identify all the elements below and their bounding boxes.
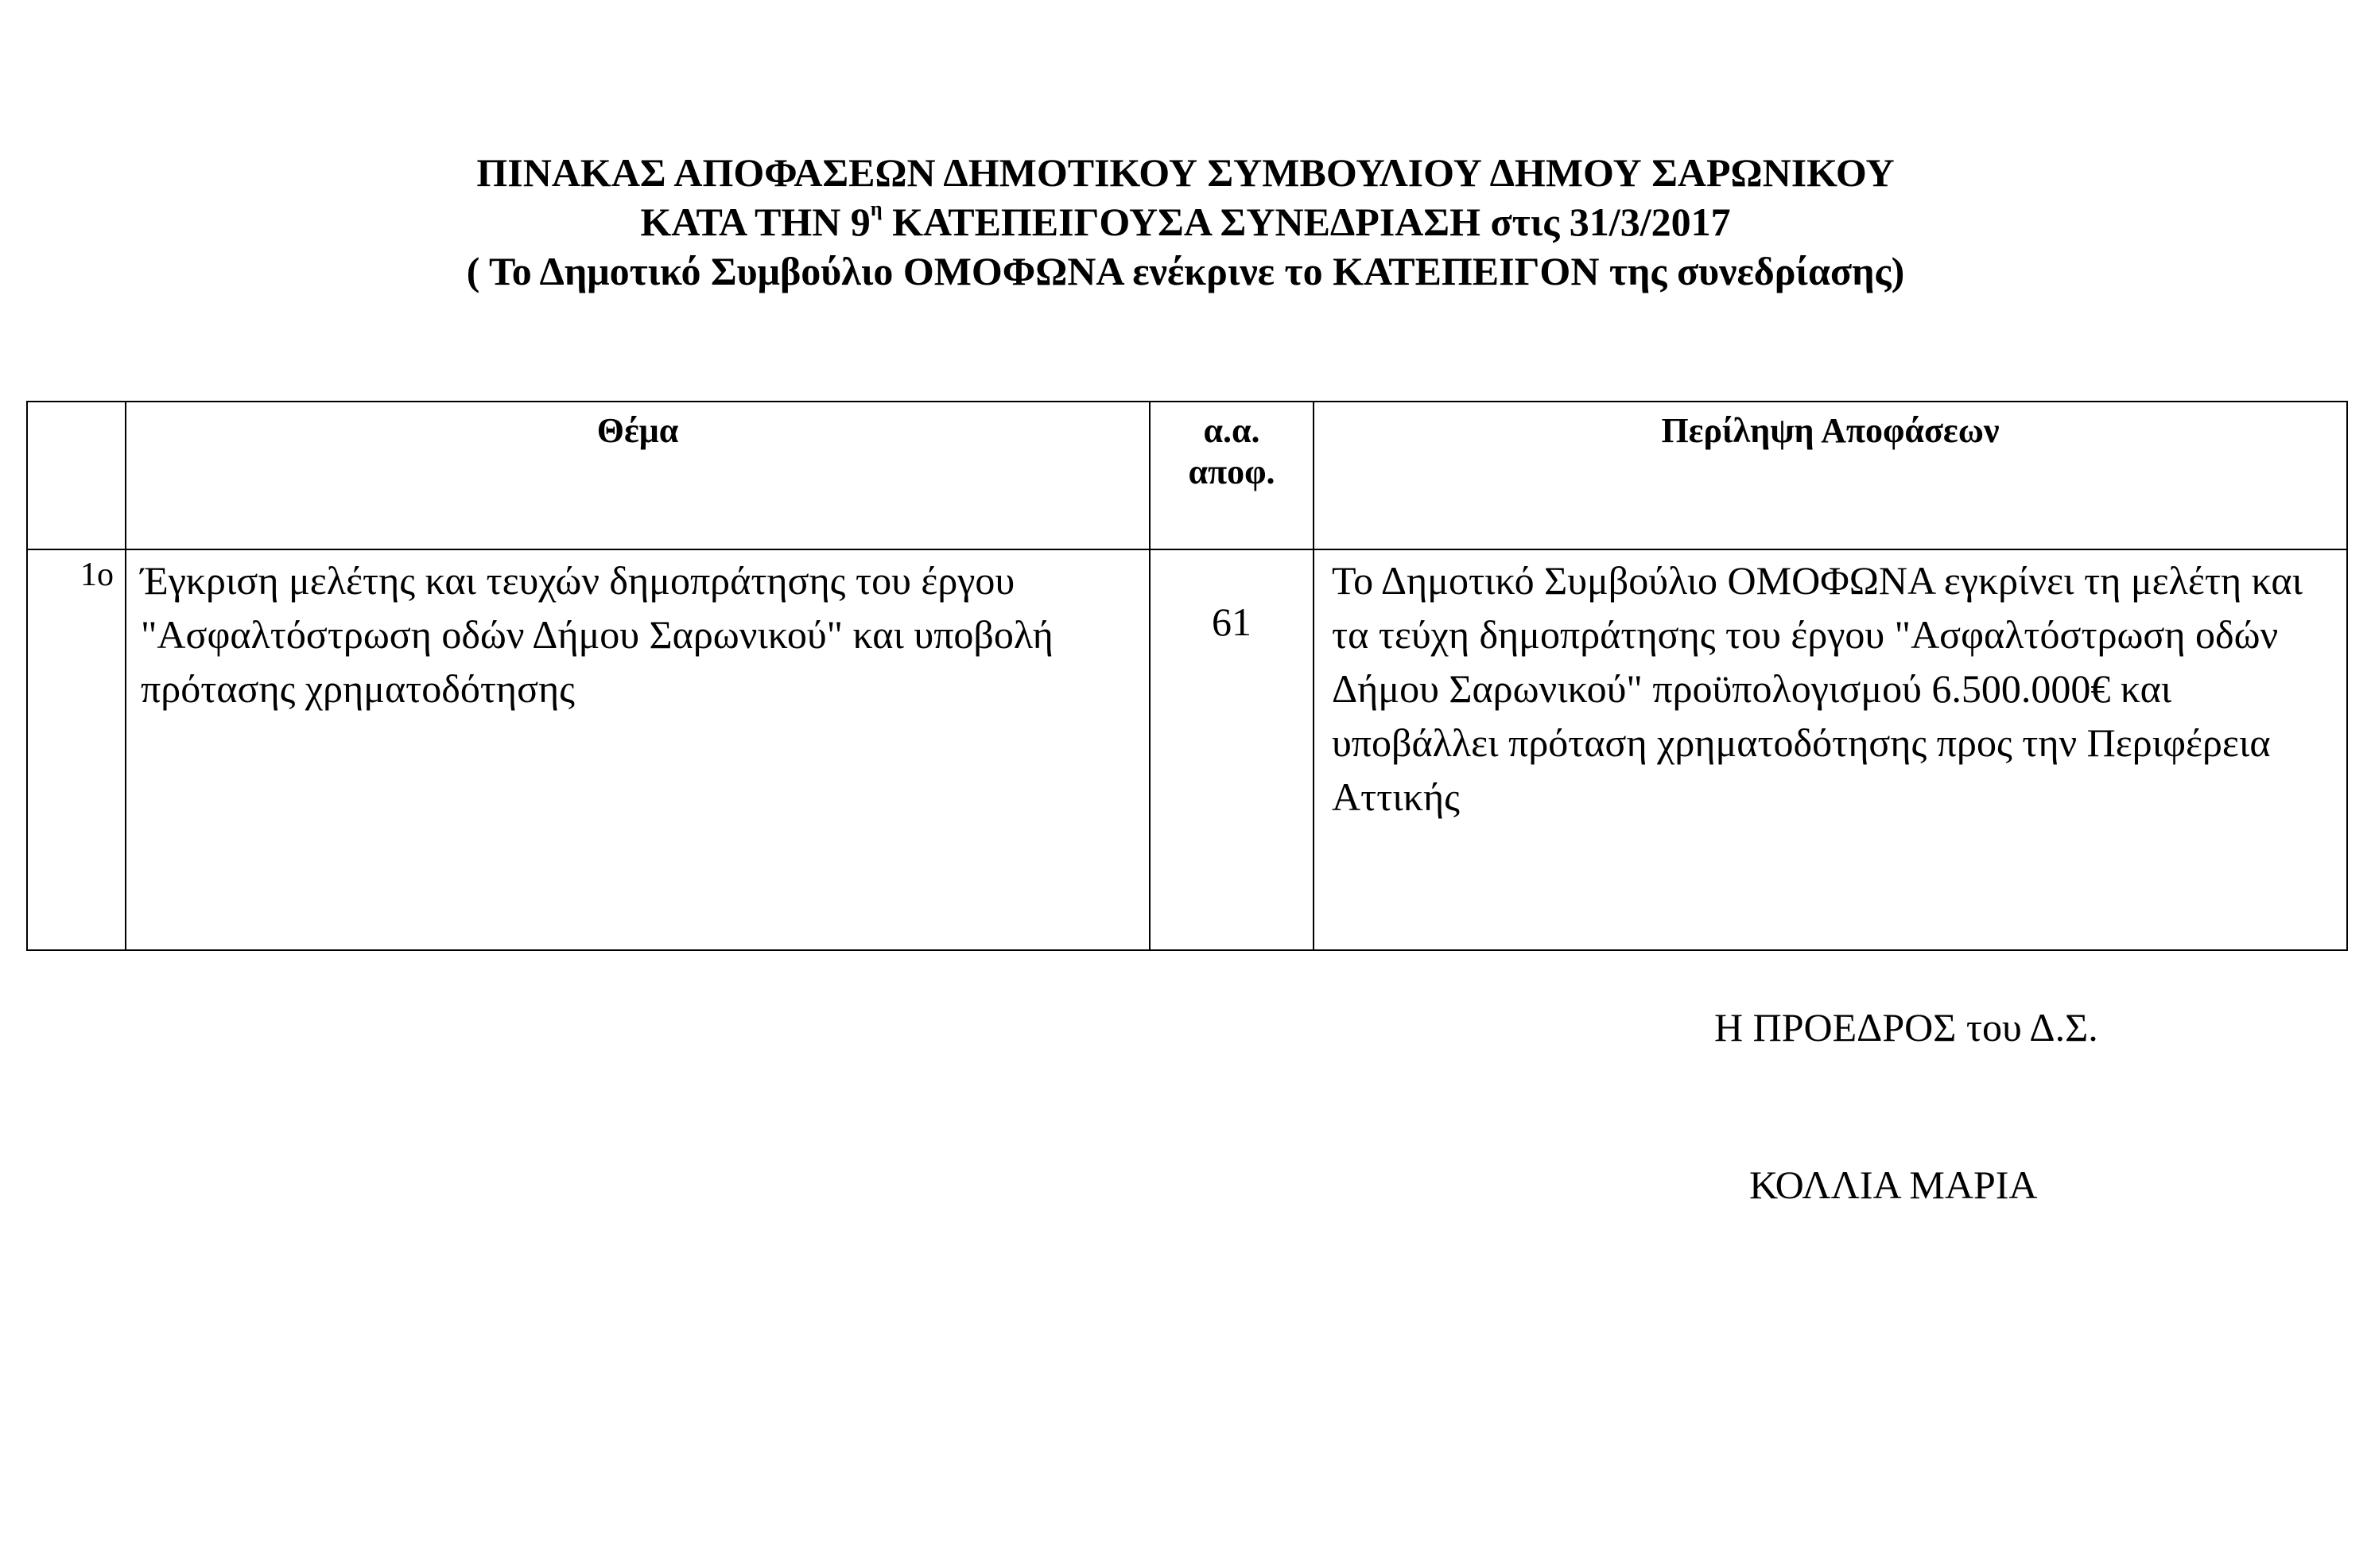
header-summary: Περίληψη Αποφάσεων — [1314, 402, 2347, 549]
row-summary: Το Δημοτικό Συμβούλιο ΟΜΟΦΩΝΑ εγκρίνει τη μελέτη και τα τεύχη δημοπράτησης του έργου "Ασφαλτόστρωση οδών Δήμου Σαρωνικού" προϋπολογισμού 6.500.000€ και υποβάλλει πρόταση χρηματοδότησης προς την Περιφέρεια Αττικής — [1314, 549, 2347, 950]
header-decision-number — [1150, 402, 1314, 549]
row-subject: Έγκριση μελέτης και τευχών δημοπράτησης του έργου "Ασφαλτόστρωση οδών Δήμου Σαρωνικού" και υποβολή πρότασης χρηματοδότησης — [126, 549, 1150, 950]
heading-line-3: ( Το Δημοτικό Συμβούλιο ΟΜΟΦΩΝΑ ενέκρινε το ΚΑΤΕΠΕΙΓΟΝ της συνεδρίασης) — [466, 249, 1905, 293]
heading-line-2-start: ΚΑΤΑ ΤΗΝ 9 — [640, 200, 871, 244]
row-number: 1ο — [27, 549, 126, 950]
header-decision-number-line-1: α.α. — [1203, 411, 1260, 450]
heading-line-2 — [0, 197, 2371, 246]
signature-title: Η ΠΡΟΕΔΡΟΣ του Δ.Σ. — [1714, 1005, 2098, 1050]
heading-line-2-end: ΚΑΤΕΠΕΙΓΟΥΣΑ ΣΥΝΕΔΡΙΑΣΗ στις 31/3/2017 — [882, 200, 1731, 244]
decisions-table — [26, 401, 2348, 951]
document-heading — [0, 148, 2371, 296]
header-decision-number-line-2: αποφ. — [1188, 452, 1275, 491]
header-number — [27, 402, 126, 549]
ordinal-superscript: η — [870, 197, 883, 220]
table-row — [27, 549, 2347, 950]
row-decision-number: 61 — [1150, 549, 1314, 950]
table-header-row — [27, 402, 2347, 549]
signature-name: ΚΟΛΛΙΑ ΜΑΡΙΑ — [1749, 1162, 2038, 1207]
heading-line-1: ΠΙΝΑΚΑΣ ΑΠΟΦΑΣΕΩΝ ΔΗΜΟΤΙΚΟΥ ΣΥΜΒΟΥΛΙΟΥ ΔΗΜΟΥ ΣΑΡΩΝΙΚΟΥ — [476, 150, 1895, 195]
header-subject: Θέμα — [126, 402, 1150, 549]
